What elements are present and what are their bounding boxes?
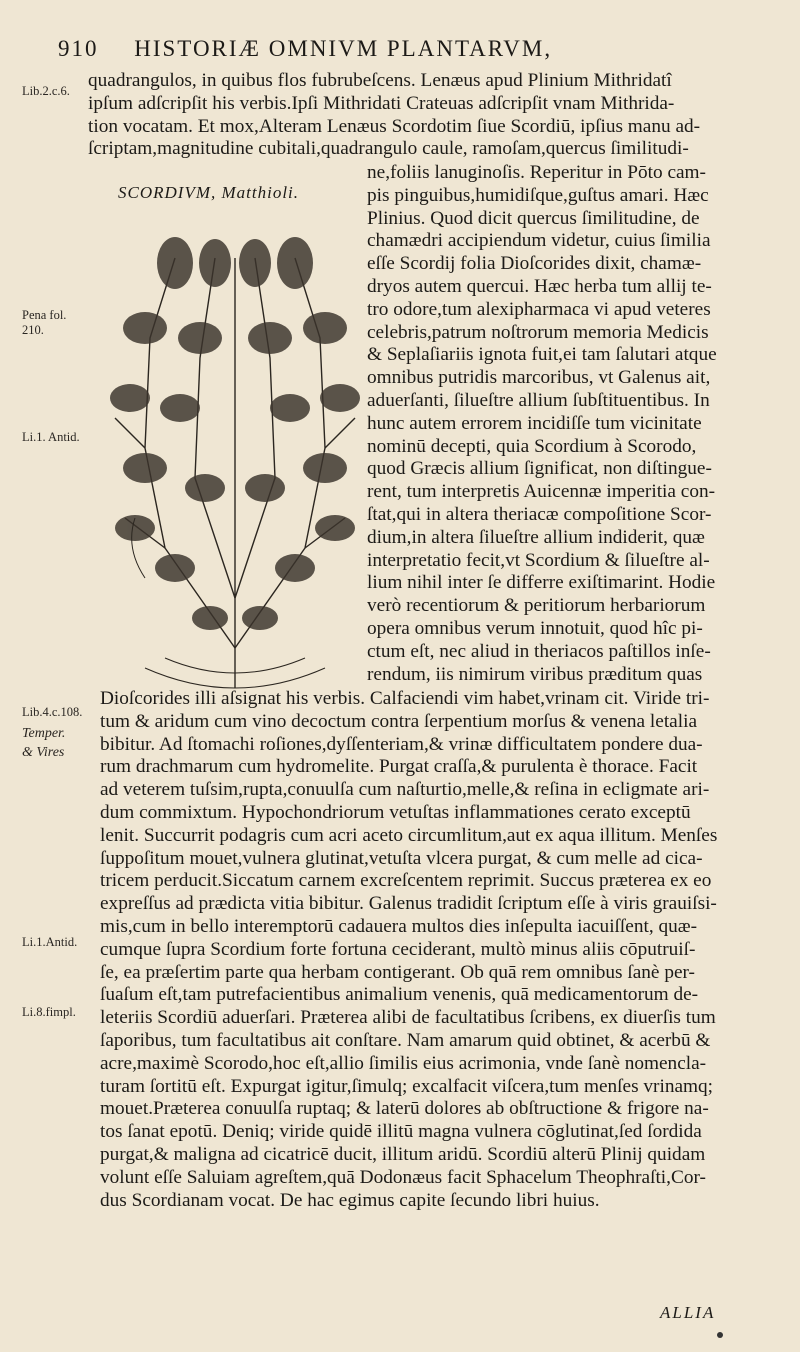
text-line: turam ſortitū eſt. Expurgat igitur,ſimulq; excalfacit viſcera,tum menſes vrinamq; [100, 1075, 714, 1097]
margin-temper-label: Temper. [22, 726, 66, 741]
text-line: eſſe Scordij folia Dioſcorides dixit, chamæ- [367, 253, 702, 275]
page-number: 910 [58, 36, 99, 61]
margin-note: Li.1.Antid. [22, 935, 78, 949]
text-line: ſaporibus, tum facultatibus ait conſtare. Nam amarum quid obtinet, & acerbū & [100, 1029, 711, 1051]
text-line: quod Græcis allium ſignificat, non diſtingue- [367, 458, 712, 480]
margin-note: Lib.2.c.6. [22, 84, 70, 98]
text-line: tum & aridum cum vino decoctum contra ſerpentium morſus & venena letalia [100, 710, 698, 732]
text-line: ne,foliis lanuginoſis. Reperitur in Pōto cam- [367, 162, 706, 183]
scordium-plant-illustration [105, 218, 365, 698]
text-line: purgat,& maligna ad cicatricē ducit, illitum aridū. Scordiū alterū Plinij quidam [100, 1143, 706, 1165]
text-line: ipſum adſcripſit his verbis.Ipſi Mithridati Crateuas adſcripſit vnam Mithrida- [88, 92, 675, 114]
ink-dot [717, 1332, 723, 1338]
text-line: ſe, ea præſertim parte qua herbam contigerant. Ob quā rem omnibus ſanè per- [100, 961, 695, 983]
margin-note: Pena fol. 210. [22, 308, 67, 337]
text-line: verò recentiorum & peritiorum herbariorum [367, 595, 706, 617]
text-line: chamædri accipiendum videtur, cuius ſimilia [367, 230, 711, 252]
margin-note: Lib.4.c.108. [22, 705, 83, 719]
text-line: dum commixtum. Hypochondriorum vetuſtas inflammationes cerato exceptū [100, 801, 691, 823]
text-top-block [88, 70, 700, 161]
text-line: expreſſus ad prædicta vitia bibitur. Galenus tradidit ſcriptum eſſe à viris grauiſsi- [100, 893, 717, 915]
running-title: HISTORIÆ OMNIVM PLANTARVM, [134, 36, 553, 61]
text-line: ſtat,qui in altera theriacæ compoſitione Scor- [367, 503, 712, 525]
margin-note-italic [22, 726, 65, 741]
margin-note: Li.8.fimpl. [22, 1005, 76, 1019]
text-line: omnibus putridis marcoribus, vt Galenus ait, [367, 367, 711, 389]
running-header [58, 36, 758, 62]
text-line: ſcriptam,magnitudine cubitali,quadrangulo caule, ramoſam,quercus ſimilitudi- [88, 138, 689, 160]
text-line: pis pinguibus,humidiſque,guſtus amari. Hæc [367, 184, 709, 206]
text-line: aduerſanti, ſilueſtre allium ſubſtituentibus. In [367, 389, 710, 411]
text-line: quadrangulos, in quibus flos fubrubeſcens. Lenæus apud Plinium Mithridatî [88, 70, 672, 91]
text-line: dus Scordianam vocat. De hac egimus capite ſecundo libri huius. [100, 1189, 600, 1211]
text-column-block [367, 162, 717, 686]
text-line: Dioſcorides illi aſsignat his verbis. Calfaciendi vim habet,vrinam cit. Viride tri- [100, 688, 710, 709]
text-line: tro odore,tum alexipharmaca vi apud veteres [367, 298, 711, 320]
text-line: acre,maximè Scorodo,hoc eſt,allio ſimilis eius acrimonia, vnde ſanè nomencla- [100, 1052, 707, 1074]
text-line: Plinius. Quod dicit quercus ſimilitudine, de [367, 207, 700, 229]
figure-caption: SCORDIVM, Matthioli. [118, 183, 300, 202]
text-line: cumque ſupra Scordium forte fortuna ceciderant, multò minus aliis cōputruiſ- [100, 938, 696, 960]
text-line: rendum, iis nimirum viribus præditum quas [367, 663, 703, 685]
text-line: opera omnibus verum innotuit, quod hîc pi- [367, 617, 703, 639]
text-line: tion vocatam. Et mox,Alteram Lenæus Scordotim ſiue Scordiū, ipſius manu ad- [88, 115, 701, 137]
text-line: nominū decepti, quia Scordium à Scorodo, [367, 435, 697, 457]
text-line: ctum eſt, nec aliud in theriacos paſtillos inſe- [367, 640, 711, 662]
margin-note-italic [22, 745, 64, 760]
text-line: & Seplaſiariis ignota fuit,ei tam ſalutari atque [367, 344, 717, 366]
text-line: mouet.Præterea conuulſa ruptaq; & laterū dolores ab obſtructione & frigore na- [100, 1098, 709, 1120]
text-line: celebris,patrum noſtrorum memoria Medicis [367, 321, 709, 343]
text-line: leteriis Scordiū aduerſari. Præterea alibi de facultatibus ſcribens, ex diuerſis tum [100, 1007, 716, 1029]
text-line: hunc autem errorem incidiſſe tum vicinitate [367, 412, 702, 434]
text-line: ſuppoſitum mouet,vulnera glutinat,vetuſta vlcera purgat, & cum melle ad cica- [100, 847, 703, 869]
text-line: tos ſanat epotū. Deniq; viride quidē illitū magna vulnera cōglutinat,ſed ſordida [100, 1121, 702, 1143]
text-line: lenit. Succurrit podagris cum acri aceto circumlitum,aut ex aqua illitum. Menſes [100, 824, 718, 846]
text-line: bibitur. Ad ſtomachi roſiones,dyſſenteriam,& vrinæ difficultatem pondere dua- [100, 733, 703, 755]
margin-vires-label: & Vires [22, 745, 65, 760]
text-line: volunt eſſe Saluiam agreſtem,quā Dodonæus facit Sphacelum Theophraſti,Cor- [100, 1166, 706, 1188]
text-line: lium nihil inter ſe differre exiſtimarint. Hodie [367, 572, 716, 594]
text-line: mis,cum in bello interemptorū cadauera multos dies inſepulta iacuiſſent, quæ- [100, 915, 698, 937]
text-line: rent, tum interpretis Auicennæ imperitia con- [367, 481, 716, 503]
catchword: ALLIA [660, 1303, 716, 1322]
text-bottom-block [100, 688, 717, 1212]
text-line: ad veterem tuſsim,rupta,conuulſa cum naſturtio,melle,& reſina in ecligmate ari- [100, 779, 710, 801]
text-line: interpretatio fecit,vt Scordium & ſilueſtre al- [367, 549, 710, 571]
text-line: tricem perducit.Siccatum carnem excreſcentem reprimit. Succus præterea ex eo [100, 870, 712, 892]
text-line: ſuaſum eſt,tam putrefacientibus animalium venenis, quā medicamentorum de- [100, 984, 699, 1006]
text-line: dryos autem quercui. Hæc herba tum allij te- [367, 275, 712, 297]
margin-note: Li.1. Antid. [22, 430, 80, 444]
text-line: rum drachmarum cum hydromelite. Purgat craſſa,& purulenta è thorace. Facit [100, 756, 698, 778]
text-line: dium,in altera ſilueſtre allium indiderit, quæ [367, 526, 705, 548]
